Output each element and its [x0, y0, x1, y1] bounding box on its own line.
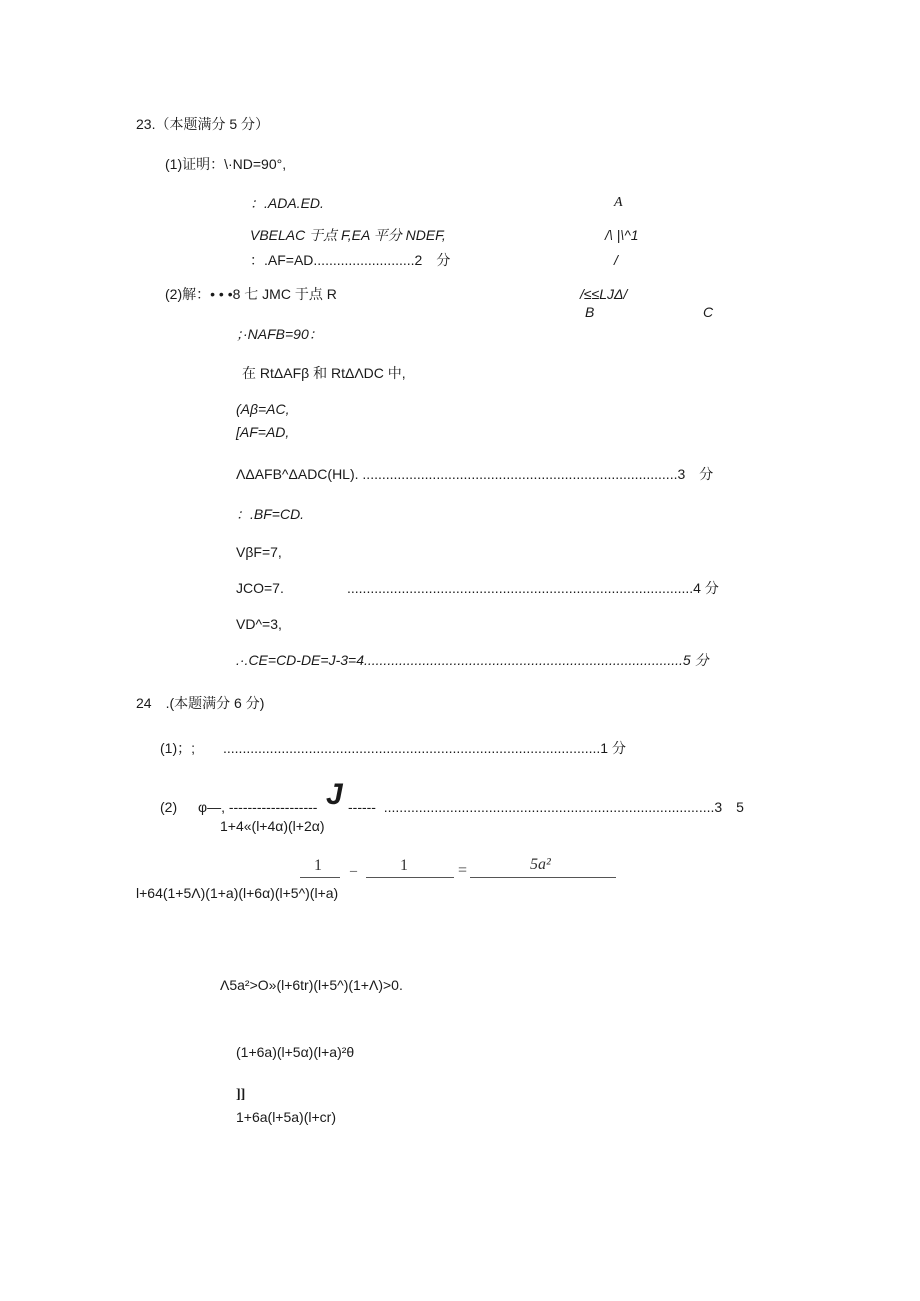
q24-part2-phi: φ—, -------------------	[198, 799, 318, 815]
q23-part2-step-h: JCO=7.	[236, 580, 284, 596]
fraction-minus: _	[350, 859, 357, 874]
figure-fragment-c: /	[614, 252, 618, 268]
fraction-numerator-1: 1	[314, 857, 322, 874]
expression-brackets: ]]	[236, 1087, 246, 1102]
q24-part2-denominator: 1+4«(l+4α)(l+2α)	[220, 818, 325, 834]
figure-label-a: A	[614, 195, 623, 210]
q23-part2-step-g: VβF=7,	[236, 544, 282, 560]
q24-part2-big-j: J	[326, 778, 343, 811]
fraction-equals: =	[458, 862, 468, 879]
q24-part2-score: ------ .....................................................................................3 5	[348, 799, 744, 815]
fraction-bar-2	[366, 877, 454, 878]
q23-part2-step-h-score: .........................................................................................4 分	[347, 580, 719, 596]
fraction-bar-1	[300, 877, 340, 878]
q23-part2-step-b: 在 RtΔAFβ 和 RtΔΛDC 中,	[242, 365, 406, 381]
q24-part2-label: (2)	[160, 799, 178, 815]
q23-part1-step-a: ：.ADA.ED.	[250, 195, 324, 211]
q23-part1-step-b: VBELAC 于点 F,EA 平分 NDEF,	[250, 227, 446, 243]
q23-part2-step-f: ：.BF=CD.	[236, 506, 305, 522]
q23-part2-step-i: VD^=3,	[236, 616, 282, 632]
figure-fragment-top: /≤≤LJΔ/	[580, 286, 628, 302]
q23-part2-step-e: ΛΔAFB^ΔADC(HL). .................................................................................3 分	[236, 466, 714, 482]
q23-part1-line: (1)证明：\·ND=90°,	[165, 156, 287, 172]
expression-line-6a: (1+6a)(l+5α)(l+a)²θ	[236, 1044, 355, 1060]
q23-part2-step-j: .·.CE=CD-DE=J-3=4..................................................................................5 分	[236, 652, 709, 668]
q23-part2-step-d: [AF=AD,	[236, 424, 290, 440]
q24-header: 24 .(本题满分 6 分)	[136, 695, 265, 711]
figure-label-c: C	[703, 304, 714, 320]
fraction-numerator-3: 5a²	[530, 856, 551, 873]
figure-label-b: B	[585, 304, 595, 320]
q23-part2-step-c: (Aβ=AC,	[236, 401, 290, 417]
expression-line-last: 1+6a(l+5a)(l+cr)	[236, 1109, 336, 1125]
q24-part1-line: (1)；; .................................................................................................1 分	[160, 740, 626, 756]
figure-fragment-b: /\ |\^1	[605, 227, 639, 243]
q23-part2-step-a: ；·NAFB=90：	[236, 326, 323, 342]
expression-line-5a: Λ5a²>O»(l+6tr)(l+5^)(1+Λ)>0.	[220, 977, 403, 993]
q23-part1-step-c: ：.AF=AD..........................2 分	[250, 252, 451, 268]
q23-header: 23.（本题满分 5 分）	[136, 116, 270, 132]
expression-line-l64: l+64(1+5Λ)(1+a)(l+6α)(l+5^)(l+a)	[136, 885, 339, 901]
fraction-bar-3	[470, 877, 616, 878]
fraction-numerator-2: 1	[400, 857, 408, 874]
q23-part2-line: (2)解：• • •8 七 JMC 于点 R	[165, 286, 337, 302]
